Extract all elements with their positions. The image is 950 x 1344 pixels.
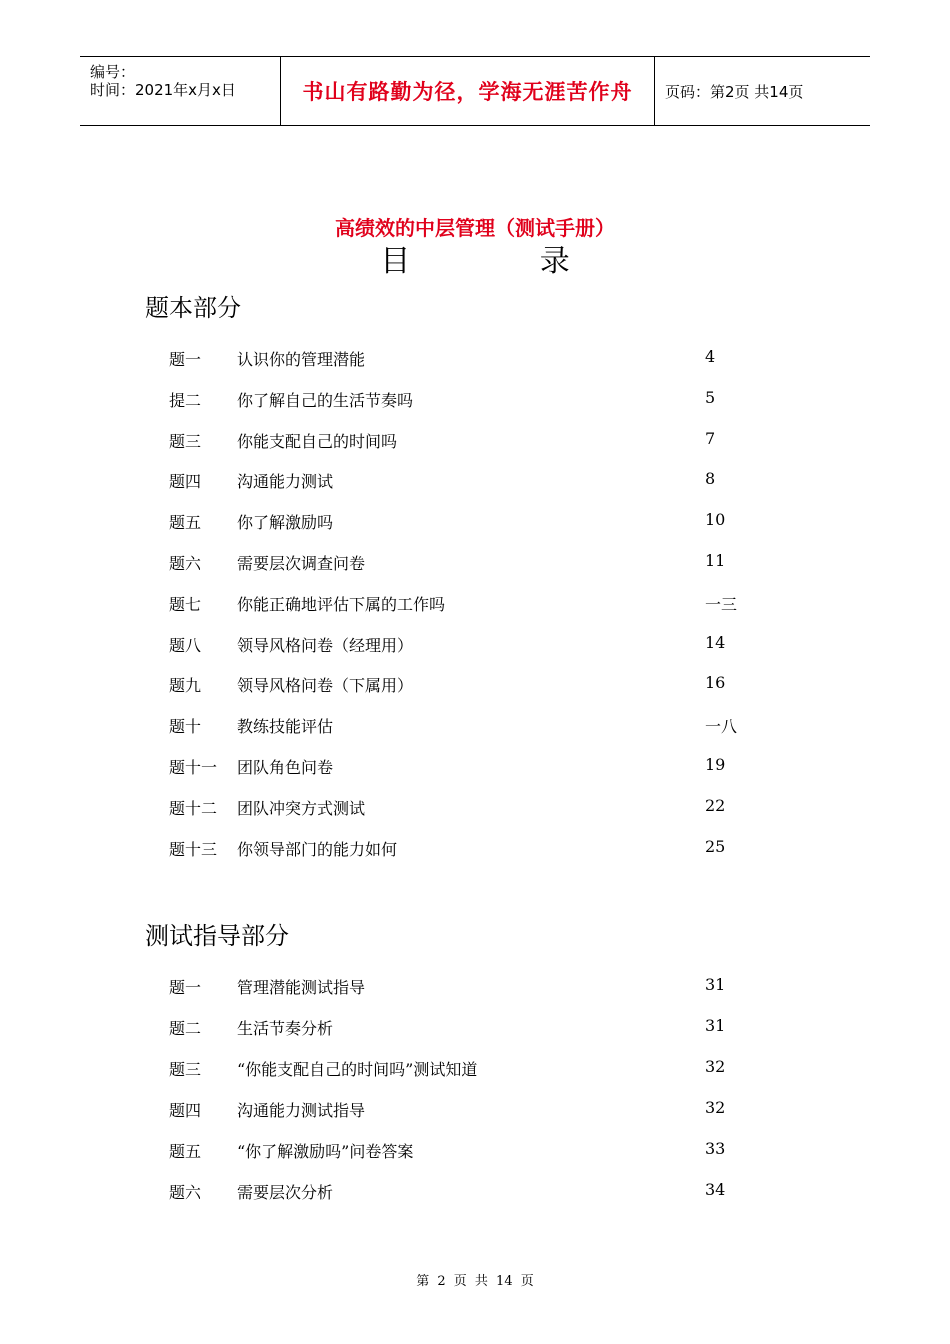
- toc-entry-number: 题八: [169, 635, 202, 655]
- toc-entry-page: 32: [705, 1057, 726, 1076]
- toc-entry-number: 题六: [169, 554, 202, 573]
- toc-entry-page: 4: [705, 347, 716, 366]
- toc-entry-number: 题三: [169, 431, 202, 451]
- toc-entry-page: 34: [705, 1180, 726, 1199]
- toc-entry-page: 31: [705, 975, 726, 994]
- toc-entry: [0, 347, 950, 371]
- toc-entry-page: 一八: [705, 717, 738, 737]
- toc-entry-title: 需要层次分析: [237, 1183, 334, 1202]
- toc-entry-title: 你领导部门的能力如何: [237, 839, 398, 859]
- toc-entry: [0, 551, 950, 575]
- toc-entry-page: 19: [705, 755, 726, 774]
- serial-label: 编号：: [90, 63, 136, 81]
- toc-entry-title: 团队冲突方式测试: [237, 798, 366, 818]
- page-header: [80, 56, 870, 126]
- toc-entry-page: 14: [705, 632, 726, 652]
- toc-entry-page: 32: [705, 1098, 726, 1117]
- page-footer: 第 2 页 共 14 页: [416, 1274, 534, 1289]
- toc-entry-number: 题四: [169, 472, 202, 492]
- header-motto-cell: [281, 57, 655, 125]
- toc-entry: [0, 1016, 950, 1040]
- toc-entry-title: 你能正确地评估下属的工作吗: [237, 594, 446, 614]
- header-meta-cell: [80, 57, 281, 125]
- toc-entry: [0, 1098, 950, 1122]
- toc-entry-title: 需要层次调查问卷: [237, 554, 366, 573]
- toc-entry: [0, 592, 950, 616]
- toc-entry: [0, 429, 950, 453]
- toc-entry-number: 题三: [169, 1060, 202, 1079]
- section-heading: 题本部分: [145, 294, 241, 322]
- toc-entry-number: 题五: [169, 513, 202, 533]
- toc-entry-page: 7: [705, 428, 716, 448]
- toc-entry-page: 31: [705, 1016, 726, 1035]
- toc-entry: [0, 1139, 950, 1163]
- toc-entry: [0, 975, 950, 999]
- toc-entry: [0, 714, 950, 738]
- toc-entry: [0, 510, 950, 534]
- toc-entry-number: 题七: [169, 594, 202, 614]
- toc-entry-number: 题二: [169, 1019, 202, 1038]
- toc-entry-page: 33: [705, 1139, 726, 1158]
- toc-entry-title: 团队角色问卷: [237, 758, 334, 777]
- toc-entry-page: 8: [705, 469, 716, 489]
- toc-entry: [0, 388, 950, 412]
- toc-entry-page: 11: [705, 551, 726, 570]
- toc-entry-number: 提二: [169, 390, 202, 410]
- toc-entry-number: 题九: [169, 676, 202, 696]
- toc-entry-number: 题一: [169, 978, 202, 997]
- toc-entry-title: “你能支配自己的时间吗”测试知道: [237, 1060, 478, 1079]
- toc-entry-title: 你能支配自己的时间吗: [237, 431, 398, 451]
- toc-entry-number: 题六: [169, 1183, 202, 1202]
- toc-entry: [0, 796, 950, 820]
- toc-entry-number: 题五: [169, 1142, 202, 1161]
- time-label: 时间：2021年x月x日: [90, 81, 236, 99]
- toc-entry: [0, 1057, 950, 1081]
- motto-text: 书山有路勤为径，学海无涯苦作舟: [302, 80, 633, 104]
- page-info: 页码：第2页 共14页: [665, 82, 804, 101]
- toc-entry: [0, 837, 950, 861]
- toc-entry-number: 题四: [169, 1101, 202, 1120]
- toc-entry-number: 题十: [169, 717, 202, 737]
- toc-entry: [0, 469, 950, 493]
- toc-entry-number: 题十三: [169, 839, 218, 859]
- toc-entry-title: 教练技能评估: [237, 717, 334, 737]
- toc-entry-title: 管理潜能测试指导: [237, 978, 366, 997]
- toc-heading: 目 录: [380, 244, 630, 279]
- toc-entry-page: 22: [705, 795, 726, 815]
- toc-entry: [0, 755, 950, 779]
- section-heading: 测试指导部分: [145, 922, 289, 950]
- toc-entry-title: 认识你的管理潜能: [237, 350, 366, 369]
- toc-entry: [0, 1180, 950, 1204]
- toc-entry-title: 沟通能力测试: [237, 472, 334, 492]
- toc-entry-title: “你了解激励吗”问卷答案: [237, 1142, 414, 1161]
- toc-entry-number: 题十一: [169, 758, 218, 777]
- header-page-cell: [655, 57, 870, 125]
- toc-entry: [0, 673, 950, 697]
- toc-entry-title: 领导风格问卷（经理用）: [237, 635, 414, 655]
- toc-entry-number: 题一: [169, 350, 202, 369]
- document-title: 高绩效的中层管理（测试手册）: [335, 216, 615, 240]
- toc-entry-page: 25: [705, 836, 726, 856]
- toc-entry-page: 16: [705, 673, 726, 693]
- toc-entry-title: 你了解自己的生活节奏吗: [237, 390, 414, 410]
- toc-entry: [0, 633, 950, 657]
- toc-entry-title: 你了解激励吗: [237, 513, 334, 533]
- toc-entry-title: 领导风格问卷（下属用）: [237, 676, 414, 696]
- toc-entry-title: 沟通能力测试指导: [237, 1101, 366, 1120]
- toc-entry-title: 生活节奏分析: [237, 1019, 334, 1038]
- toc-entry-page: 10: [705, 510, 726, 530]
- toc-entry-page: 一三: [705, 594, 738, 614]
- toc-entry-number: 题十二: [169, 798, 218, 818]
- toc-entry-page: 5: [705, 387, 716, 407]
